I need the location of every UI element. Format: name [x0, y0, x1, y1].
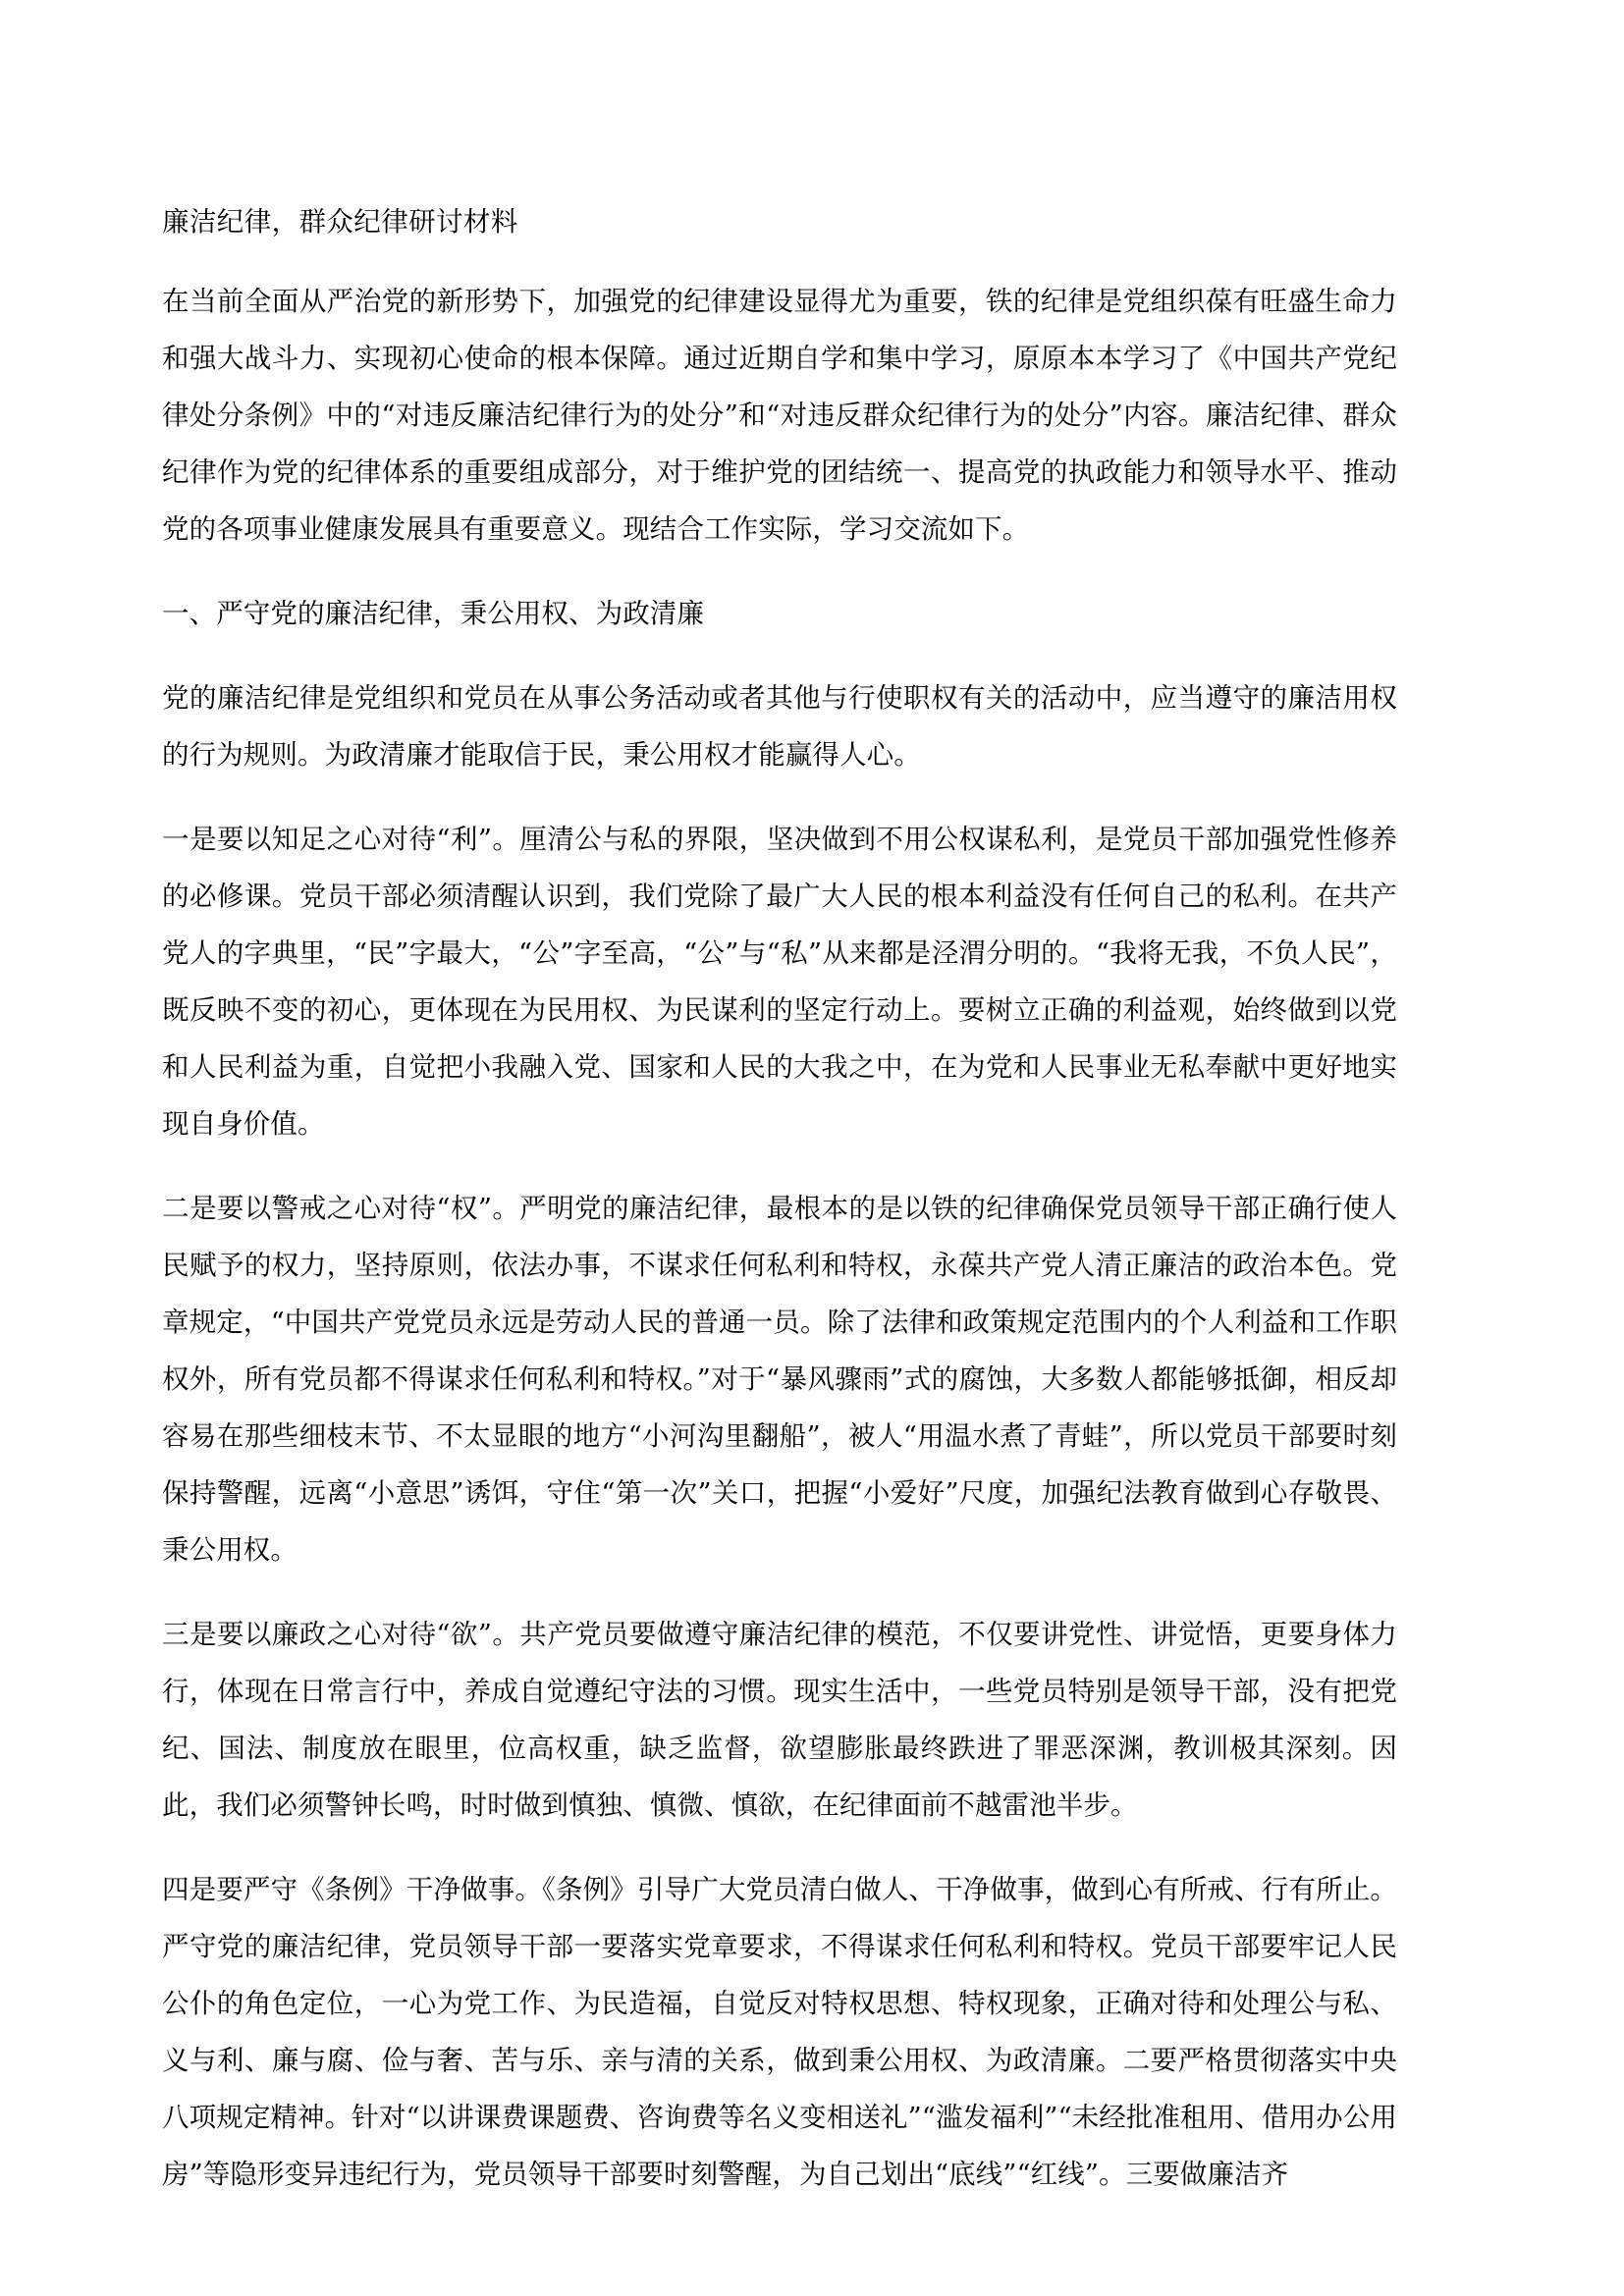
- paragraph-definition: 党的廉洁纪律是党组织和党员在从事公务活动或者其他与行使职权有关的活动中，应当遵守的廉洁用权的行为规则。为政清廉才能取信于民，秉公用权才能赢得人心。: [162, 681, 1397, 771]
- paragraph-point-two: 二是要以警戒之心对待“权”。严明党的廉洁纪律，最根本的是以铁的纪律确保党员领导干部正确行使人民赋予的权力，坚持原则，依法办事，不谋求任何私利和特权，永葆共产党人清正廉洁的政治本色。党章规定，“中国共产党党员永远是劳动人民的普通一员。除了法律和政策规定范围内的个人利益和工作职权外，所有党员都不得谋求任何私利和特权。”对于“暴风骤雨”式的腐蚀，大多数人都能够抵御，相反却容易在那些细枝末节、不太显眼的地方“小河沟里翻船”，被人“用温水煮了青蛙”，所以党员干部要时刻保持警醒，远离“小意思”诱饵，守住“第一次”关口，把握“小爱好”尺度，加强纪法教育做到心存敬畏、秉公用权。: [162, 1192, 1397, 1566]
- paragraph-point-four: 四是要严守《条例》干净做事。《条例》引导广大党员清白做人、干净做事，做到心有所戒、行有所止。严守党的廉洁纪律，党员领导干部一要落实党章要求，不得谋求任何私利和特权。党员干部要牢记人民公仆的角色定位，一心为党工作、为民造福，自觉反对特权思想、特权现象，正确对待和处理公与私、义与利、廉与腐、俭与奢、苦与乐、亲与清的关系，做到秉公用权、为政清廉。二要严格贯彻落实中央八项规定精神。针对“以讲课费课题费、咨询费等名义变相送礼”“滥发福利”“未经批准租用、借用办公用房”等隐形变异违纪行为，党员领导干部要时刻警醒，为自己划出“底线”“红线”。三要做廉洁齐: [162, 1873, 1397, 2190]
- paragraph-intro: 在当前全面从严治党的新形势下，加强党的纪律建设显得尤为重要，铁的纪律是党组织葆有旺盛生命力和强大战斗力、实现初心使命的根本保障。通过近期自学和集中学习，原原本本学习了《中国共产党纪律处分条例》中的“对违反廉洁纪律行为的处分”和“对违反群众纪律行为的处分”内容。廉洁纪律、群众纪律作为党的纪律体系的重要组成部分，对于维护党的团结统一、提高党的执政能力和领导水平、推动党的各项事业健康发展具有重要意义。现结合工作实际，学习交流如下。: [162, 285, 1397, 545]
- document-body: [162, 201, 1397, 2203]
- page-title: 廉洁纪律，群众纪律研讨材料: [162, 206, 518, 238]
- paragraph-point-three: 三是要以廉政之心对待“欲”。共产党员要做遵守廉洁纪律的模范，不仅要讲党性、讲觉悟，更要身体力行，体现在日常言行中，养成自觉遵纪守法的习惯。现实生活中，一些党员特别是领导干部，没有把党纪、国法、制度放在眼里，位高权重，缺乏监督，欲望膨胀最终跌进了罪恶深渊，教训极其深刻。因此，我们必须警钟长鸣，时时做到慎独、慎微、慎欲，在纪律面前不越雷池半步。: [162, 1618, 1397, 1821]
- section-heading-one: 一、严守党的廉洁纪律，秉公用权、为政清廉: [162, 597, 704, 629]
- paragraph-point-one: 一是要以知足之心对待“利”。厘清公与私的界限，坚决做到不用公权谋私利，是党员干部加强党性修养的必修课。党员干部必须清醒认识到，我们党除了最广大人民的根本利益没有任何自己的私利。在共产党人的字典里，“民”字最大，“公”字至高，“公”与“私”从来都是泾渭分明的。“我将无我，不负人民”，既反映不变的初心，更体现在为民用权、为民谋利的坚定行动上。要树立正确的利益观，始终做到以党和人民利益为重，自觉把小我融入党、国家和人民的大我之中，在为党和人民事业无私奉献中更好地实现自身价值。: [162, 823, 1397, 1140]
